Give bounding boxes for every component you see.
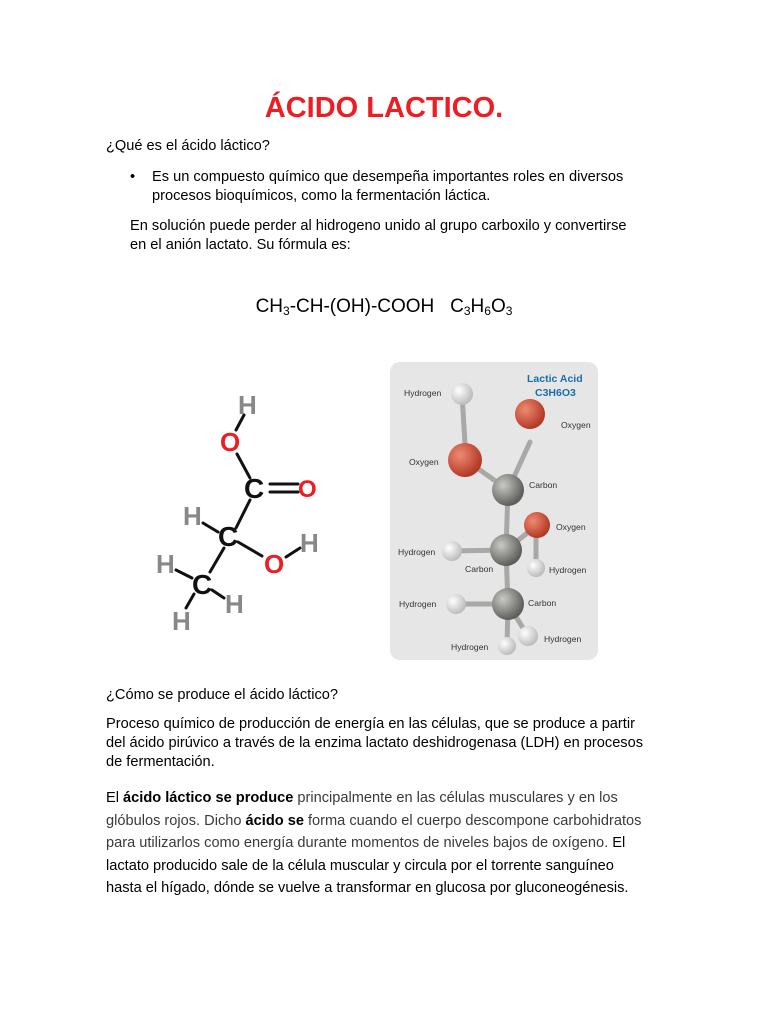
label-oxygen-mid: Oxygen — [556, 522, 586, 532]
label-oxygen-right: Oxygen — [561, 420, 591, 430]
atom-o-double: O — [298, 476, 317, 503]
label-hydrogen-right-2: Hydrogen — [544, 634, 582, 644]
bullet-dot: • — [130, 169, 136, 185]
solution-line-1: En solución puede perder al hidrogeno unido al grupo carboxilo y convertirse — [130, 218, 627, 234]
formula-sub-2: 3 — [463, 304, 471, 318]
label-hydrogen-left-1: Hydrogen — [398, 547, 436, 557]
bullet-line-2: procesos bioquímicos, como la fermentación láctica. — [152, 188, 491, 204]
oxygen-atom — [515, 399, 545, 429]
carbon-atom — [490, 534, 522, 566]
formula-sub-4: 3 — [505, 304, 513, 318]
text-run: forma cuando el cuerpo descompone carbohidratos — [303, 812, 642, 829]
hydrogen-atom — [498, 637, 516, 655]
hydrogen-atom — [451, 383, 473, 405]
bond-c-h-right — [212, 590, 224, 598]
atom-h-left: H — [183, 501, 202, 531]
process-line-2: del ácido pirúvico a través de la enzima lactato deshidrogenasa (LDH) en procesos — [106, 735, 644, 751]
process-line-1: Proceso químico de producción de energía en las células, que se produce a partir — [106, 716, 635, 732]
model-formula: C3H6O3 — [535, 387, 576, 399]
hydrogen-atom — [527, 559, 545, 577]
label-oxygen-left: Oxygen — [409, 457, 439, 467]
hydrogen-atom — [446, 594, 466, 614]
atom-h-top: H — [238, 390, 257, 420]
formula-sub-1: 3 — [283, 304, 290, 318]
atom-h-right: H — [225, 589, 244, 619]
label-carbon-bottom: Carbon — [528, 598, 557, 608]
formula-part-2: -CH-(OH)-COOH C — [289, 296, 464, 317]
atom-o-mid: O — [264, 549, 285, 579]
bullet-item — [130, 168, 672, 206]
label-hydrogen-bottom: Hydrogen — [451, 642, 489, 652]
page-title: ÁCIDO LACTICO. — [264, 92, 504, 124]
oxygen-atom — [524, 512, 550, 538]
atom-c-methyl: C — [192, 569, 213, 600]
process-line-3: de fermentación. — [106, 754, 215, 770]
formula-part-3: H — [470, 296, 485, 317]
oxygen-atom — [448, 443, 482, 477]
formula-part-4: O — [490, 296, 506, 317]
formula-part-1: CH — [255, 296, 284, 317]
carbon-atom — [492, 588, 524, 620]
hydrogen-atom — [442, 541, 462, 561]
text-run: lactato producido sale de la célula muscular y circula por el torrente sanguíneo — [106, 857, 614, 874]
bond-o-h — [286, 548, 300, 557]
bold-run: ácido se — [245, 812, 304, 829]
text-run: principalmente en las células musculares y en los — [293, 790, 618, 806]
process-paragraph — [106, 715, 666, 772]
ball-and-stick-model — [390, 362, 598, 660]
atom-c-mid: C — [218, 521, 239, 552]
label-hydrogen-top: Hydrogen — [404, 388, 442, 398]
carbon-atom — [492, 474, 524, 506]
atom-h-oh: H — [300, 528, 319, 558]
solution-paragraph — [130, 217, 660, 255]
label-hydrogen-left-2: Hydrogen — [399, 599, 437, 609]
bold-run: ácido láctico se produce — [123, 790, 294, 806]
label-carbon-mid: Carbon — [465, 564, 494, 574]
text-run: El — [608, 835, 626, 851]
question-what-is: ¿Qué es el ácido láctico? — [106, 138, 270, 154]
text-run: glóbulos rojos. Dicho — [106, 812, 246, 829]
label-carbon-top: Carbon — [529, 480, 558, 490]
formula-sub-3: 6 — [484, 304, 491, 318]
question-how-produced: ¿Cómo se produce el ácido láctico? — [106, 687, 338, 703]
text-run: para utilizarlos como energía durante momentos de niveles bajos de oxígeno. — [106, 835, 609, 851]
bond-h-c — [203, 523, 218, 532]
model-title: Lactic Acid — [527, 373, 583, 385]
chemical-formula — [0, 296, 768, 318]
atom-h-far-left: H — [156, 549, 175, 579]
text-run: hasta el hígado, dónde se vuelve a transformar en glucosa por gluconeogénesis. — [106, 880, 629, 896]
text-run: El — [106, 790, 124, 806]
model-svg — [390, 362, 598, 660]
production-paragraph — [106, 787, 666, 900]
atom-o-top: O — [220, 427, 241, 457]
atom-c-carboxyl: C — [244, 473, 265, 504]
atom-h-bottom: H — [172, 606, 191, 636]
bullet-line-1: Es un compuesto químico que desempeña importantes roles en diversos — [152, 169, 624, 185]
bond-c-o — [238, 542, 262, 556]
bond-h-c-left — [176, 570, 192, 578]
label-hydrogen-right-1: Hydrogen — [549, 565, 587, 575]
solution-line-2: en el anión lactato. Su fórmula es: — [130, 237, 351, 253]
structural-formula-diagram — [140, 380, 350, 640]
hydrogen-atom — [518, 626, 538, 646]
